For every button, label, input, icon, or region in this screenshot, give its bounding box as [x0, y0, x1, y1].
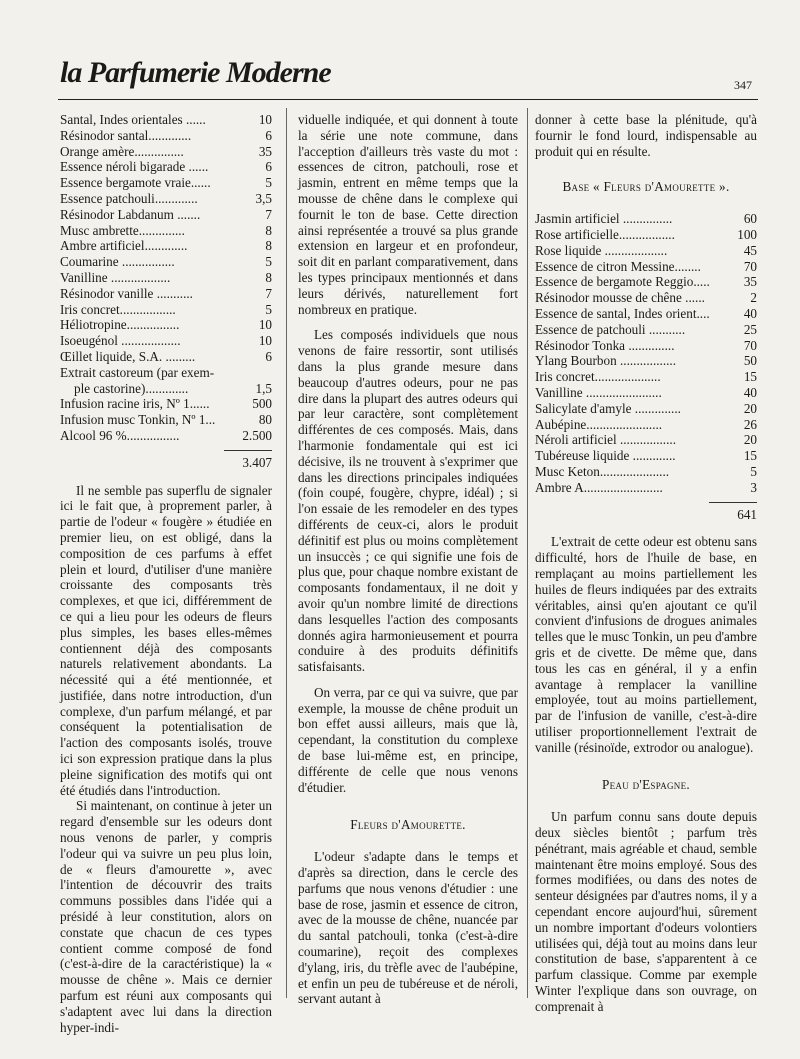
- ingredient-name: Aubépine.......................: [535, 416, 663, 432]
- ingredient-name: Essence de santal, Indes orient....: [535, 305, 710, 321]
- table-row: [535, 480, 757, 496]
- ingredient-name: Iris concret....................: [535, 369, 661, 385]
- table-row: [60, 254, 272, 270]
- ingredient-name: Salicylate d'amyle ..............: [535, 400, 681, 416]
- table-row: [535, 338, 757, 354]
- table-row: [535, 243, 757, 259]
- formula-total-1: 3.407: [224, 450, 272, 471]
- ingredient-quantity: 70: [743, 258, 757, 274]
- table-row: [535, 369, 757, 385]
- ingredient-quantity: 100: [737, 226, 757, 242]
- ingredient-quantity: 2: [750, 290, 757, 306]
- ingredient-name: Essence bergamote vraie......: [60, 175, 211, 191]
- ingredient-name: Jasmin artificiel ...............: [535, 211, 673, 227]
- section-heading: Peau d'Espagne.: [601, 777, 691, 793]
- ingredient-name: Ylang Bourbon .................: [535, 353, 677, 369]
- ingredient-name: Infusion racine iris, Nº 1......: [60, 396, 210, 412]
- ingredient-quantity: 35: [743, 274, 757, 290]
- table-row: [60, 223, 272, 239]
- ingredient-name: Alcool 96 %................: [60, 427, 180, 443]
- table-row: [535, 290, 757, 306]
- ingredient-quantity: 26: [743, 416, 757, 432]
- ingredient-name: Résinodor Labdanum .......: [60, 206, 201, 222]
- table-row: [535, 353, 757, 369]
- table-row: [535, 417, 757, 433]
- table-row: [60, 396, 272, 412]
- ingredient-quantity: 40: [743, 384, 757, 400]
- paragraph: Si maintenant, on continue à jeter un regard d'ensemble sur les odeurs dont nous venons de parler, y compris l'odeur qui va suivre un peu plus loin, de « fleurs d'amourette », avec l'intention de découvrir des traits communs possibles dans l'idée qui a présidé à leur constitution, alors on constate que chacun de ces types contient comme composé de fond (c'est-à-dire de la caractéristique) la « mousse de chêne ». Mais ce dernier parfum est réuni aux composants qui s'adaptent avec lui dans la direction hyper-indi-: [60, 798, 272, 1035]
- ingredient-name: Essence de bergamote Reggio.....: [535, 274, 710, 290]
- ingredient-quantity: 15: [743, 448, 757, 464]
- ingredient-quantity: 8: [265, 222, 272, 238]
- ingredient-name: Héliotropine................: [60, 317, 180, 333]
- ingredient-name: Œillet liquide, S.A. .........: [60, 348, 196, 364]
- ingredient-quantity: 8: [265, 238, 272, 254]
- table-row: [60, 207, 272, 223]
- paragraph: L'odeur s'adapte dans le temps et d'après sa direction, dans le cercle des parfums que nous venons d'étudier : une base de rose, jasmin et essence de citron, avec de la mousse de chêne, nuancée par du santal patchouli, tonka (c'est-à-dire coumarine), reçoit des complexes d'ylang, iris, du trèfle avec de l'aubépine, et enfin un peu de tubéreuse et de néroli, servant autant à: [298, 849, 518, 1007]
- ingredient-quantity: 25: [743, 321, 757, 337]
- ingredient-name: Iris concret.................: [60, 301, 176, 317]
- ingredient-quantity: 10: [258, 317, 272, 333]
- table-row: [535, 274, 757, 290]
- ingredient-name: Coumarine ................: [60, 254, 175, 270]
- ingredient-quantity: 8: [265, 269, 272, 285]
- ingredient-quantity: 3,5: [255, 190, 272, 206]
- ingredient-name: Résinodor vanille ...........: [60, 285, 193, 301]
- ingredient-quantity: 5: [265, 175, 272, 191]
- section-heading: Base « Fleurs d'Amourette ».: [562, 179, 730, 195]
- ingredient-name: Tubéreuse liquide .............: [535, 448, 676, 464]
- ingredient-name: Essence néroli bigarade ......: [60, 159, 209, 175]
- table-row: [60, 317, 272, 333]
- table-row: [60, 286, 272, 302]
- table-row: [535, 448, 757, 464]
- section-heading: Fleurs d'Amourette.: [350, 817, 466, 833]
- paragraph: Les composés individuels que nous venons de faire ressortir, sont utilisés dans la plus grande mesure dans beaucoup d'autres odeurs, pour ne pas dire dans la plupart des autres odeurs qui par leur caractère, sont complètement différentes de ces composés. Mais, dans l'harmonie fondamentale qui est ici décisive, ils ne trouvent à s'exprimer que dans les directions principales indiquées (foin coupé, fougère, chypre, idéal) ; si l'on essaie de les remodeler en des types différents de ceux-ci, alors le produit définitif est plus ou moins complètement un insuccès ; ce qui signifie une fois de plus que, pour chaque nombre existant de composants fondamentaux, il ne doit y avoir qu'un nombre limité de directions dans lesquelles l'action des composants donnés agira harmonieusement et pourra conduire à des produits définitifs satisfaisants.: [298, 327, 518, 675]
- ingredient-name: Ambre A........................: [535, 479, 663, 495]
- ingredient-quantity: 5: [750, 463, 757, 479]
- ingredient-quantity: 20: [743, 400, 757, 416]
- table-row: [60, 191, 272, 207]
- column-divider-2: [527, 108, 528, 998]
- ingredient-name: Essence de patchouli ...........: [535, 321, 686, 337]
- ingredient-quantity: 1,5: [255, 380, 272, 396]
- ingredient-name: Vanilline .......................: [535, 384, 662, 400]
- table-row: [60, 270, 272, 286]
- table-row: [60, 428, 272, 444]
- table-row: [60, 238, 272, 254]
- ingredient-name: Musc Keton.....................: [535, 463, 670, 479]
- table-row: [535, 306, 757, 322]
- ingredient-quantity: 6: [265, 159, 272, 175]
- table-row: [60, 349, 272, 365]
- table-row: [60, 381, 272, 397]
- journal-masthead: la Parfumerie Moderne: [60, 56, 331, 89]
- page-number: 347: [734, 78, 752, 92]
- paragraph: Il ne semble pas superflu de signaler ici le fait que, à proprement parler, à partie de l'odeur « fougère » étudiée en premier lieu, on est obligé, dans la composition de ces parfums à effet plein et lourd, d'utiliser d'une manière croissante des composants très complexes, et que ici, différemment de ce qui a lieu pour les odeurs de fleurs plus simples, les bases elles-mêmes contiennent déjà des composants naturels relativement abondants. La nécessité qui a été mentionnée, et justifiée, dans notre introduction, d'un complexe, d'un parfum mélangé, et par conséquent la potentialisation de l'action des composants isolés, trouve ici son expression pratique dans la plus pleine signification des motifs qui ont été étudiés dans l'introduction.: [60, 482, 272, 798]
- table-row: [60, 175, 272, 191]
- ingredient-quantity: 70: [743, 337, 757, 353]
- table-row: [535, 432, 757, 448]
- ingredient-name: Extrait castoreum (par exem-: [60, 364, 215, 380]
- ingredient-name: Vanilline ..................: [60, 269, 171, 285]
- ingredient-name: Rose liquide ...................: [535, 242, 668, 258]
- paragraph: L'extrait de cette odeur est obtenu sans difficulté, hors de l'huile de base, en remplaçant au moins partiellement les huiles de fleurs indiquées par des extraits véritables, ainsi qu'en ajoutant ce qu'il convient d'infusions de drogues animales telles que le musc Tonkin, un peu d'ambre gris et de civette. De même que, dans tous les cas en général, il y a enfin avantage à remplacer la vanilline employée, tout au moins partiellement, par de l'infusion de vanille, c'est-à-dire utiliser proportionnellement l'extrait de vanille (résinoïde, extrodor ou analogue).: [535, 534, 757, 755]
- ingredient-quantity: 15: [743, 369, 757, 385]
- ingredient-quantity: 500: [252, 396, 272, 412]
- table-row: [60, 112, 272, 128]
- paragraph: Un parfum connu sans doute depuis deux siècles bientôt ; parfum très pénétrant, mais agréable et chaud, semble maintenant être moins employé. Sous des formes modifiées, ou dans des notes de senteur désignées par d'autres noms, il y a cependant encore aujourd'hui, sûrement un nombre important d'odeurs volontiers utilisées qui, déjà tout au moins dans leur constitution de base, s'apparentent à ce parfum classique. Comme par exemple Winter l'explique dans son ouvrage, on comprenait à: [535, 809, 757, 1014]
- ingredient-quantity: 7: [265, 285, 272, 301]
- table-row: [60, 365, 272, 381]
- column-divider-1: [286, 108, 287, 998]
- ingredient-name: Musc ambrette..............: [60, 222, 185, 238]
- ingredient-name: Résinodor Tonka ..............: [535, 337, 675, 353]
- ingredient-name: Santal, Indes orientales ......: [60, 112, 206, 127]
- table-row: [60, 333, 272, 349]
- ingredient-name: ple castorine).............: [74, 380, 189, 396]
- ingredient-name: Résinodor mousse de chêne ......: [535, 290, 705, 306]
- ingredient-name: Essence patchouli.............: [60, 190, 198, 206]
- ingredient-quantity: 10: [258, 333, 272, 349]
- table-row: [60, 128, 272, 144]
- paragraph: On verra, par ce qui va suivre, que par exemple, la mousse de chêne produit un bon effet aussi ailleurs, mais que là, cependant, la constitution du complexe de base lui-même est, en principe, différente de celle que nous venons d'étudier.: [298, 684, 518, 795]
- table-row: [60, 144, 272, 160]
- paragraph: donner à cette base la plénitude, qu'à fournir le fond lourd, indispensable au produit qui en résulte.: [535, 112, 757, 159]
- ingredient-name: Essence de citron Messine........: [535, 258, 701, 274]
- ingredient-quantity: 60: [743, 211, 757, 227]
- ingredient-name: Rose artificielle.................: [535, 226, 675, 242]
- table-row: [535, 464, 757, 480]
- ingredient-quantity: 40: [743, 305, 757, 321]
- ingredient-quantity: 20: [743, 432, 757, 448]
- formula-table-1-extrait: [60, 365, 272, 397]
- formula-table-1: [60, 112, 272, 365]
- ingredient-name: Orange amère...............: [60, 143, 184, 159]
- formula-table-1b: [60, 396, 272, 443]
- column-3: [535, 112, 757, 1015]
- table-row: [60, 302, 272, 318]
- column-1: [60, 112, 272, 1035]
- ingredient-name: Ambre artificiel.............: [60, 238, 188, 254]
- ingredient-quantity: 45: [743, 242, 757, 258]
- table-row: [535, 322, 757, 338]
- ingredient-quantity: 10: [258, 112, 272, 127]
- formula-total-2: 641: [709, 502, 757, 523]
- table-row: [535, 211, 757, 227]
- table-row: [535, 227, 757, 243]
- ingredient-quantity: 7: [265, 206, 272, 222]
- ingredient-name: Infusion musc Tonkin, Nº 1...: [60, 412, 216, 428]
- ingredient-quantity: 6: [265, 348, 272, 364]
- header-rule: [58, 99, 758, 100]
- table-row: [535, 259, 757, 275]
- ingredient-name: Néroli artificiel .................: [535, 432, 676, 448]
- table-row: [60, 159, 272, 175]
- ingredient-quantity: 35: [258, 143, 272, 159]
- ingredient-name: Isoeugénol ..................: [60, 333, 181, 349]
- ingredient-quantity: 5: [265, 301, 272, 317]
- table-row: [60, 412, 272, 428]
- formula-table-2: [535, 211, 757, 495]
- table-row: [535, 401, 757, 417]
- ingredient-quantity: 3: [750, 479, 757, 495]
- ingredient-quantity: 50: [743, 353, 757, 369]
- ingredient-quantity: 2.500: [242, 427, 272, 443]
- table-row: [535, 385, 757, 401]
- ingredient-quantity: 6: [265, 127, 272, 143]
- ingredient-quantity: 5: [265, 254, 272, 270]
- paragraph: viduelle indiquée, et qui donnent à toute la série une note commune, dans l'acception d'ailleurs très vaste du mot : essences de citron, patchouli, rose et jasmin, entrent en même temps que la mousse de chêne dans le complexe qui fournit le ton de base. Cette direction ainsi représentée a trouvé sa plus grande extension en largeur et en profondeur, soit dit en parlant comparativement, dans les types principaux mentionnés et dans leurs dérivés, naturellement fort nombreux en pratique.: [298, 112, 518, 317]
- ingredient-quantity: 80: [258, 412, 272, 428]
- column-2: [298, 112, 518, 1007]
- ingredient-name: Résinodor santal.............: [60, 127, 192, 143]
